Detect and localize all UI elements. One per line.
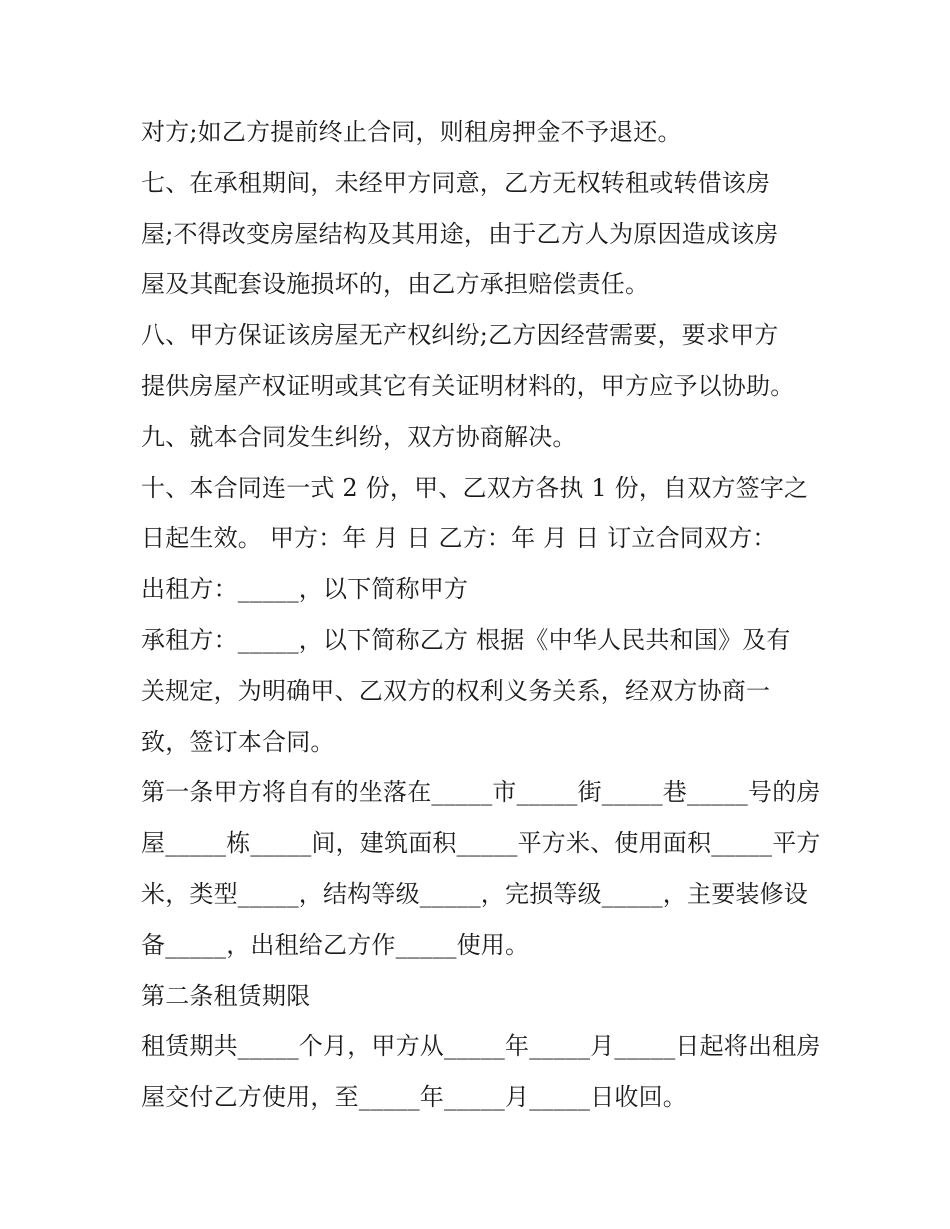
text-line: 关规定，为明确甲、乙双方的权利义务关系，经双方协商一	[141, 676, 771, 705]
text-line: 米，类型_____，结构等级_____，完损等级_____，主要装修设	[141, 879, 808, 908]
text-line: 屋交付乙方使用，至_____年_____月_____日收回。	[141, 1083, 687, 1112]
text-line: 出租方：_____，以下简称甲方	[141, 575, 469, 604]
text-line: 屋;不得改变房屋结构及其用途，由于乙方人为原因造成该房	[141, 219, 779, 248]
text-line: 第二条租赁期限	[141, 981, 311, 1010]
text-line: 备_____，出租给乙方作_____使用。	[141, 930, 530, 959]
text-line: 提供房屋产权证明或其它有关证明材料的，甲方应予以协助。	[141, 371, 795, 400]
text-line: 屋_____栋_____间，建筑面积_____平方米、使用面积_____平方	[141, 829, 821, 858]
text-line: 十、本合同连一式 2 份，甲、乙双方各执 1 份，自双方签字之	[141, 473, 809, 502]
text-line: 八、甲方保证该房屋无产权纠纷;乙方因经营需要，要求甲方	[141, 321, 779, 350]
text-line: 九、就本合同发生纠纷，双方协商解决。	[141, 422, 577, 451]
text-line: 屋及其配套设施损坏的，由乙方承担赔偿责任。	[141, 270, 650, 299]
document-body	[141, 107, 821, 1123]
text-line: 对方;如乙方提前终止合同，则租房押金不予退还。	[141, 118, 682, 146]
text-line: 第一条甲方将自有的坐落在_____市_____街_____巷_____号的房	[141, 778, 821, 807]
text-line: 致，签订本合同。	[141, 727, 335, 756]
text-line: 承租方：_____，以下简称乙方 根据《中华人民共和国》及有	[141, 625, 791, 654]
text-line: 七、在承租期间，未经甲方同意，乙方无权转租或转借该房	[141, 168, 771, 197]
text-line: 日起生效。 甲方：年 月 日 乙方：年 月 日 订立合同双方：	[141, 524, 777, 553]
text-line: 租赁期共_____个月，甲方从_____年_____月_____日起将出租房	[141, 1032, 821, 1061]
